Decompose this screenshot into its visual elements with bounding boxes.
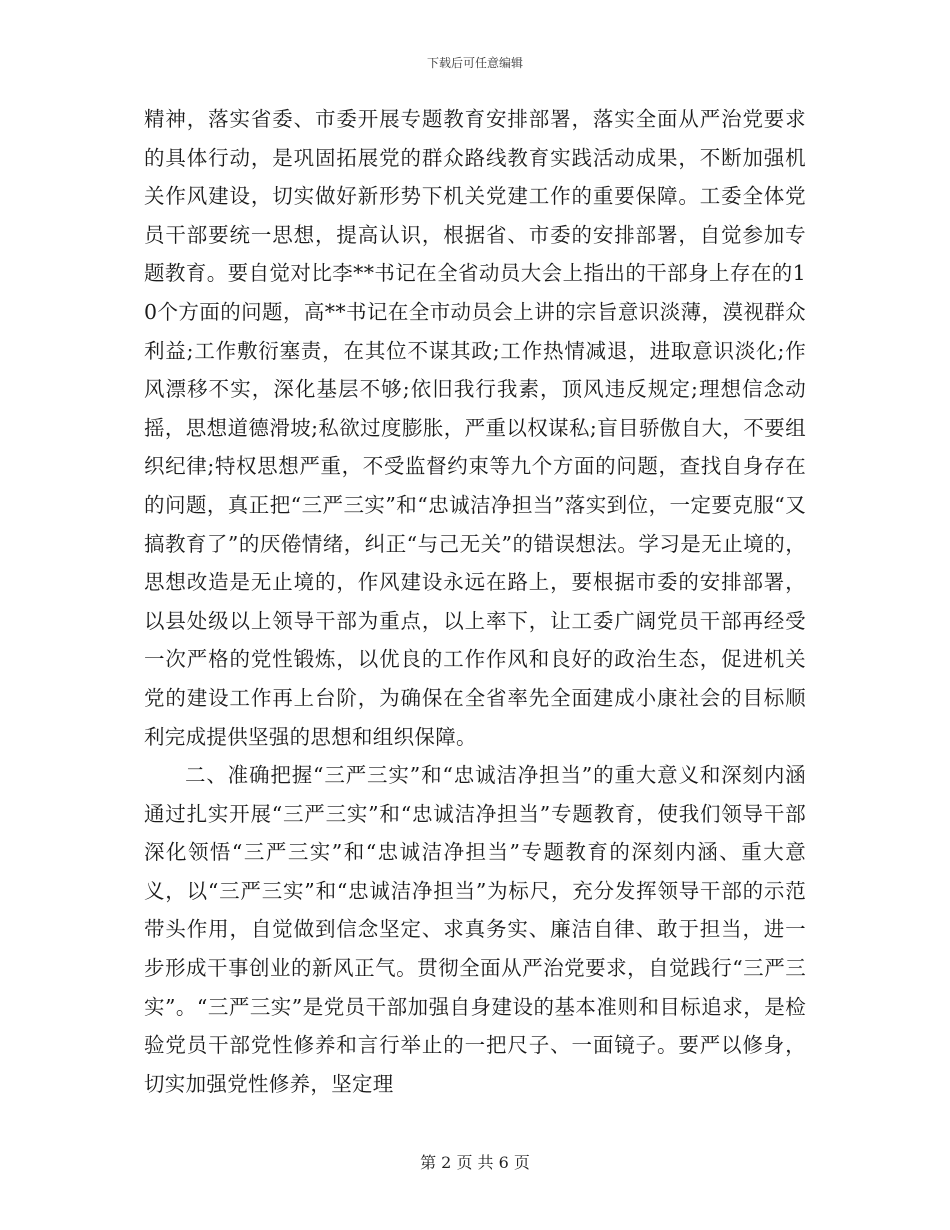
paragraph-continuation: 精神，落实省委、市委开展专题教育安排部署，落实全面从严治党要求的具体行动，是巩固拓展党的群众路线教育实践活动成果，不断加强机关作风建设，切实做好新形势下机关党建工作的重要保障。工委全体党员干部要统一思想，提高认识，根据省、市委的安排部署，自觉参加专题教育。要自觉对比李**书记在全省动员大会上指出的干部身上存在的10个方面的问题，高**书记在全市动员会上讲的宗旨意识淡薄，漠视群众利益;工作敷衍塞责，在其位不谋其政;工作热情减退，进取意识淡化;作风漂移不实，深化基层不够;依旧我行我素，顶风违反规定;理想信念动摇，思想道德滑坡;私欲过度膨胀，严重以权谋私;盲目骄傲自大，不要组织纪律;特权思想严重，不受监督约束等九个方面的问题，查找自身存在的问题，真正把“三严三实”和“忠诚洁净担当”落实到位，一定要克服“又搞教育了”的厌倦情绪，纠正“与己无关”的错误想法。学习是无止境的，思想改造是无止境的，作风建设永远在路上，要根据市委的安排部署，以县处级以上领导干部为重点，以上率下，让工委广阔党员干部再经受一次严格的党性锻炼，以优良的工作作风和良好的政治生态，促进机关党的建设工作再上台阶，为确保在全省率先全面建成小康社会的目标顺利完成提供坚强的思想和组织保障。 [144,107,806,749]
page-header-note: 下载后可任意编辑 [426,56,523,70]
paragraph-section-two: 二、准确把握“三严三实”和“忠诚洁净担当”的重大意义和深刻内涵通过扎实开展“三严三实”和“忠诚洁净担当”专题教育，使我们领导干部深化领悟“三严三实”和“忠诚洁净担当”专题教育的深刻内涵、重大意义，以“三严三实”和“忠诚洁净担当”为标尺，充分发挥领导干部的示范带头作用，自觉做到信念坚定、求真务实、廉洁自律、敢于担当，进一步形成干事创业的新风正气。贯彻全面从严治党要求，自觉践行“三严三实”。“三严三实”是党员干部加强自身建设的基本准则和目标追求，是检验党员干部党性修养和言行举止的一把尺子、一面镜子。要严以修身，切实加强党性修养，坚定理 [144,763,806,1096]
page-number: 第 2 页 共 6 页 [420,1153,530,1172]
document-body [144,100,806,1103]
